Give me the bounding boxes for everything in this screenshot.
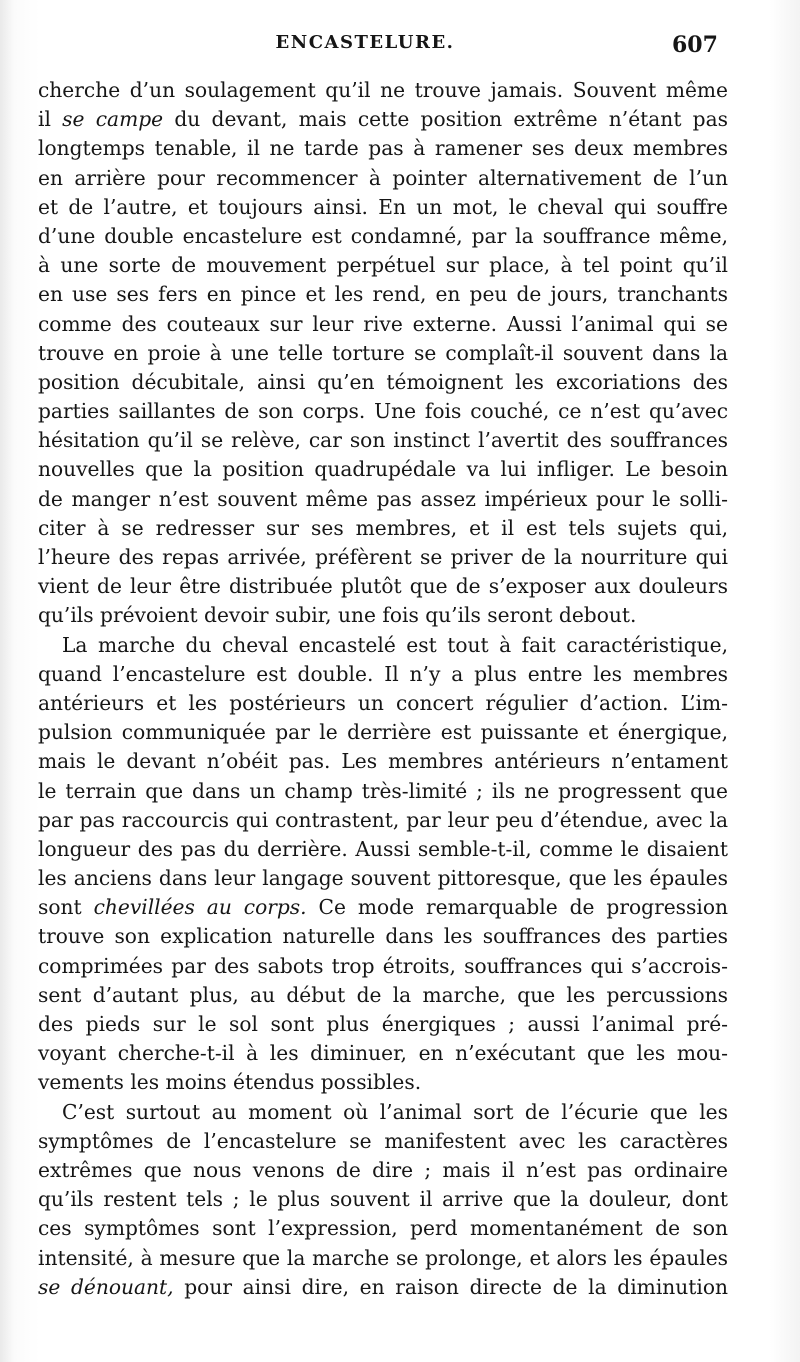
text-line: qu’ils restent tels ; le plus souvent il arrive que la douleur, dont: [38, 1187, 728, 1212]
text-line: hésitation qu’il se relève, car son instinct l’avertit des souffrances: [38, 428, 728, 453]
text-line: des pieds sur le sol sont plus énergiques ; aussi l’animal pré-: [38, 1012, 728, 1036]
text-line: sent d’autant plus, au début de la marche, que les percussions: [38, 982, 728, 1007]
text-segment: pour ainsi dire, en raison directe de la diminution: [173, 1274, 729, 1299]
text-line: quand l’encastelure est double. Il n’y a plus entre les membres: [38, 661, 728, 686]
text-line: C’est surtout au moment où l’animal sort de l’écurie que les: [62, 1099, 728, 1124]
text-line: longtemps tenable, il ne tarde pas à ramener ses deux membres: [38, 136, 728, 161]
text-line: cherche d’un soulagement qu’il ne trouve jamais. Souvent même: [38, 78, 728, 102]
text-segment: du devant, mais cette position extrême n’étant pas: [163, 107, 728, 132]
text-line: vient de leur être distribuée plutôt que de s’exposer aux douleurs: [38, 574, 728, 599]
text-line: mais le devant n’obéit pas. Les membres antérieurs n’entament: [38, 749, 728, 774]
text-line: par pas raccourcis qui contrastent, par leur peu d’étendue, avec la: [38, 807, 728, 832]
running-title: ENCASTELURE.: [275, 32, 455, 53]
text-line: vements les moins étendus possibles.: [38, 1070, 422, 1095]
text-line: le terrain que dans un champ très-limité ; ils ne progressent que: [38, 778, 728, 803]
text-line: de manger n’est souvent même pas assez impérieux pour le solli-: [38, 486, 728, 511]
text-line: comprimées par des sabots trop étroits, souffrances qui s’accrois-: [38, 953, 728, 978]
text-line: les anciens dans leur langage souvent pittoresque, que les épaules: [38, 866, 728, 891]
text-line: parties saillantes de son corps. Une fois couché, ce n’est qu’avec: [38, 399, 728, 424]
text-line: longueur des pas du derrière. Aussi semble-t-il, comme le disaient: [38, 836, 728, 861]
text-line: [38, 1273, 728, 1302]
text-line: comme des couteaux sur leur rive externe. Aussi l’animal qui se: [38, 311, 728, 336]
text-line: pulsion communiquée par le derrière est puissante et énergique,: [38, 720, 728, 745]
text-line: [38, 893, 728, 922]
text-line: [38, 105, 728, 134]
text-line: à une sorte de mouvement perpétuel sur place, à tel point qu’il: [38, 253, 728, 278]
text-line: en arrière pour recommencer à pointer alternativement de l’un: [38, 165, 728, 190]
text-segment: il: [38, 107, 63, 132]
text-line: La marche du cheval encastelé est tout à fait caractéristique,: [62, 632, 728, 657]
text-line: trouve son explication naturelle dans les souffrances des parties: [38, 924, 728, 949]
text-line: intensité, à mesure que la marche se prolonge, et alors les épaules: [38, 1245, 728, 1270]
text-line: nouvelles que la position quadrupédale va lui infliger. Le besoin: [38, 457, 728, 482]
text-segment: Ce mode remarquable de progression: [306, 895, 729, 920]
text-line: qu’ils prévoient devoir subir, une fois qu’ils seront debout.: [38, 603, 637, 628]
running-head: [0, 28, 800, 62]
body-text: [38, 76, 728, 1302]
text-line: l’heure des repas arrivée, préfèrent se priver de la nourriture qui: [38, 545, 728, 569]
italic-phrase: se campe: [62, 107, 164, 132]
italic-phrase: chevillées au corps.: [93, 895, 307, 920]
text-line: extrêmes que nous venons de dire ; mais il n’est pas ordinaire: [38, 1157, 728, 1182]
text-line: voyant cherche-t-il à les diminuer, en n’exécutant que les mou-: [38, 1041, 728, 1066]
text-line: en use ses fers en pince et les rend, en peu de jours, tranchants: [38, 282, 728, 307]
text-line: position décubitale, ainsi qu’en témoignent les excoriations des: [38, 369, 728, 394]
italic-phrase: se dénouant,: [38, 1274, 174, 1299]
text-line: ces symptômes sont l’expression, perd momentanément de son: [38, 1216, 728, 1241]
text-line: citer à se redresser sur ses membres, et il est tels sujets qui,: [38, 515, 728, 540]
text-line: trouve en proie à une telle torture se complaît-il souvent dans la: [38, 340, 728, 365]
text-line: et de l’autre, et toujours ainsi. En un mot, le cheval qui souffre: [38, 194, 728, 219]
text-line: symptômes de l’encastelure se manifestent avec les caractères: [38, 1128, 728, 1153]
text-line: d’une double encastelure est condamné, par la souffrance même,: [38, 223, 728, 248]
text-segment: sont: [38, 895, 94, 920]
page-number: 607: [672, 32, 718, 58]
text-line: antérieurs et les postérieurs un concert régulier d’action. L’im-: [38, 690, 728, 715]
